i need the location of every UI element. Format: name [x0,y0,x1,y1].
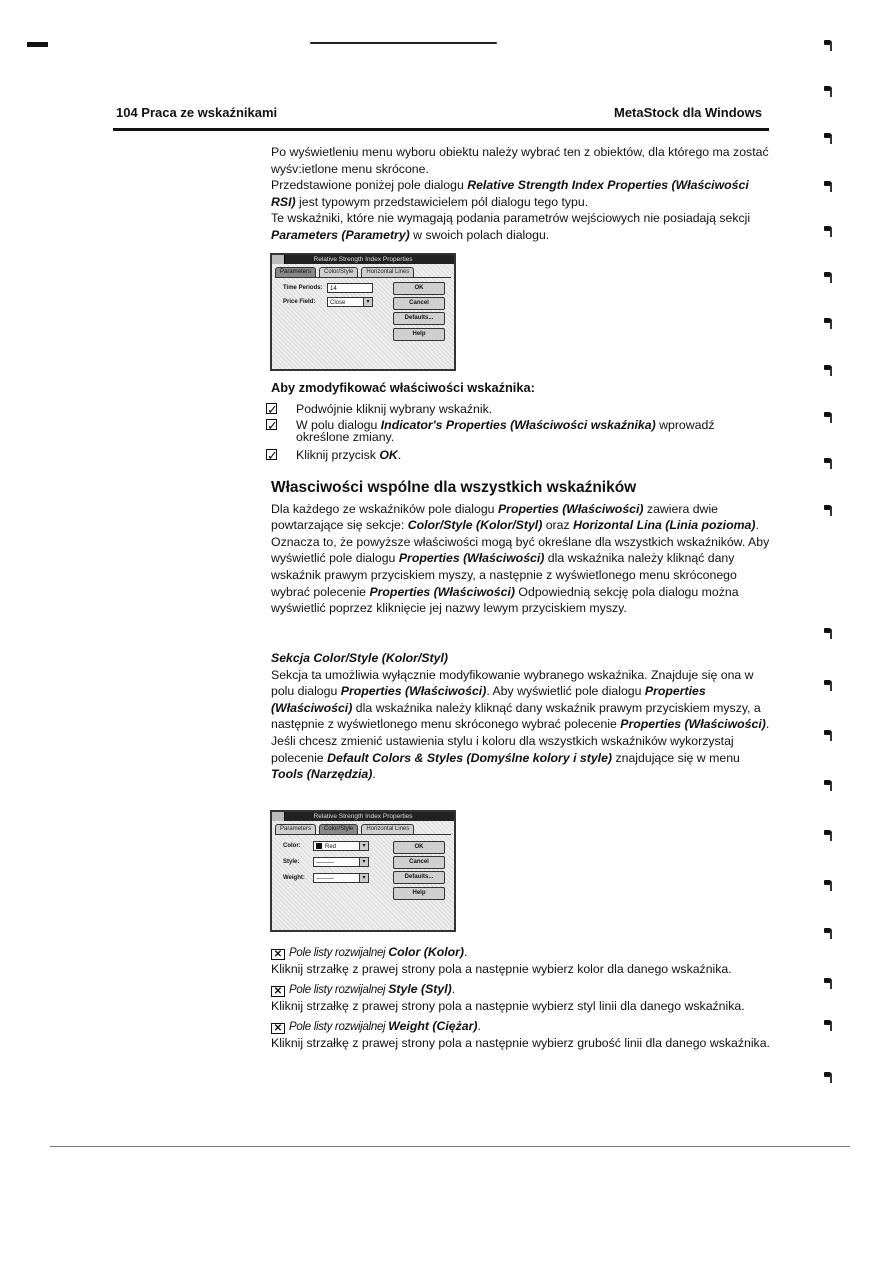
emphasis: Properties (Właściwości) [620,717,766,732]
step-text: . [397,447,402,462]
binding-mark [824,40,832,45]
style-select[interactable] [313,857,369,867]
binding-mark [824,365,832,370]
emphasis: OK [379,447,398,462]
section-title: Własciwości wspólne dla wszystkich wskaźników [271,479,637,496]
text: . [372,767,376,782]
item-title: Pole listy rozwijalnej [289,984,389,996]
emphasis: Properties (Właściwości) [271,684,706,715]
emphasis: Properties (Właściwości) [340,684,487,699]
text: Te wskaźniki, które nie wymagają podania parametrów wejściowych nie posiadają sekcji [271,211,751,226]
checkbox-checked-icon: ✓ [267,447,278,463]
binding-mark [824,272,832,277]
tab-horizontal-lines[interactable]: Horizontal Lines [361,267,414,277]
color-label: Color: [283,843,301,849]
color-select[interactable] [313,841,369,851]
dropdown-arrow-icon[interactable]: ▾ [359,874,368,882]
text: Odpowiednią sekcję pola dialogu można wyświetlić poprzez kliknięcie jej nazwy lewym przyciskiem myszy. [271,584,739,616]
binding-mark [824,133,832,138]
text: Jeśli chcesz zmienić ustawienia stylu i koloru dla wszystkich wskaźników wykorzystaj polecenie [271,733,734,765]
checkbox-checked-icon: ✓ [267,401,278,417]
dropdown-arrow-icon[interactable]: ▾ [359,842,368,850]
tab-color-style[interactable]: Color/Style [319,824,358,834]
dialog-body [275,277,451,362]
text: dla wskaźnika należy kliknąć dany wskaźnik prawym przyciskiem myszy, a następnie z wyświetlonego menu skróconego wybrać polecenie [271,700,761,732]
rsi-properties-dialog-color-style [270,810,456,932]
binding-mark [824,1072,832,1077]
dialog-title: Relative Strength Index Properties [313,813,413,820]
weight-value: ——— [316,876,334,882]
subsection-title: Sekcja Color/Style (Kolor/Styl) [271,651,448,665]
item-description: Kliknij strzałkę z prawej strony pola a następnie wybierz kolor dla danego wskaźnika. [271,962,732,976]
dialog-tabs [272,821,454,834]
emphasis: Horizontal Lina (Linia pozioma) [573,518,756,533]
description-item: ✕ Pole listy rozwijalnej Style (Styl). Kliknij strzałkę z prawej strony pola a następnie wybierz styl linii dla danego wskaźnika. [271,981,791,1014]
binding-mark [824,458,832,463]
emphasis: Properties (Właściwości) [497,501,644,516]
text: w swoich polach dialogu. [409,227,550,242]
item-title: Pole listy rozwijalnej [289,1021,389,1033]
help-button[interactable]: Help [393,328,445,341]
style-label: Style: [283,859,300,865]
procedure-step [266,419,771,443]
weight-label: Weight: [283,875,305,881]
ok-button[interactable]: OK [393,282,445,295]
item-title-bold: Weight (Ciężar) [388,1019,478,1033]
scan-corner-mark [27,42,48,47]
cancel-button[interactable]: Cancel [393,856,445,869]
x-box-icon: ✕ [271,949,285,960]
text: oraz [542,518,574,533]
cancel-button[interactable]: Cancel [393,297,445,310]
tab-parameters[interactable]: Parameters [275,267,316,277]
help-button[interactable]: Help [393,887,445,900]
tab-color-style[interactable]: Color/Style [319,267,358,277]
procedure-steps [266,403,771,461]
dropdown-arrow-icon[interactable]: ▾ [363,298,372,306]
time-periods-input[interactable]: 14 [327,283,373,293]
text: znajdujące się w menu [612,750,740,765]
binding-mark [824,730,832,735]
x-box-icon: ✕ [271,1023,285,1034]
common-properties-section [271,480,771,617]
price-field-label: Price Field: [283,299,316,305]
tab-parameters[interactable]: Parameters [275,824,316,834]
defaults-button[interactable]: Defaults... [393,312,445,325]
page-header-right: MetaStock dla Windows [614,105,762,120]
tab-horizontal-lines[interactable]: Horizontal Lines [361,824,414,834]
binding-mark [824,412,832,417]
system-menu-icon[interactable] [272,255,285,264]
color-value: Red [325,844,337,850]
text: jest typowym przedstawicielem pól dialogu tego typu. [295,194,589,209]
item-title-bold: Color (Kolor) [388,945,465,959]
bottom-rule [50,1146,850,1147]
binding-mark [824,505,832,510]
text: . [765,717,770,732]
intro-text [271,144,771,244]
procedure-title: Aby zmodyfikować właściwości wskaźnika: [271,380,535,395]
x-box-icon: ✕ [271,986,285,997]
procedure [267,380,771,465]
checkbox-checked-icon: ✓ [267,417,278,433]
weight-select[interactable] [313,873,369,883]
step-text: W polu dialogu [296,417,381,432]
color-swatch [316,843,322,849]
emphasis: Color/Style (Kolor/Styl) [407,518,543,533]
intro-paragraph-2 [271,177,771,210]
text: . Aby wyświetlić pole dialogu [486,684,645,699]
binding-mark [824,181,832,186]
binding-mark [824,680,832,685]
dialog-title-bar [272,255,454,264]
style-value: ——— [316,860,334,866]
binding-mark [824,830,832,835]
emphasis: Relative Strength Index Properties (Właściwości RSI) [271,178,749,209]
emphasis: Indicator's Properties (Właściwości wskaźnika) [380,417,656,432]
dialog-body [275,834,451,923]
binding-mark [824,86,832,91]
system-menu-icon[interactable] [272,812,285,821]
text: Sekcja ta umożliwia wyłącznie modyfikowanie wybranego wskaźnika. Znajduje się ona w polu dialogu [271,667,754,699]
color-style-subsection [271,650,771,783]
text: Przedstawione poniżej pole dialogu [271,178,468,193]
defaults-button[interactable]: Defaults... [393,871,445,884]
dialog-title: Relative Strength Index Properties [313,256,413,263]
binding-mark [824,628,832,633]
item-title-bold: Style (Styl) [388,982,452,996]
description-item: ✕ Pole listy rozwijalnej Weight (Ciężar). Kliknij strzałkę z prawej strony pola a następnie wybierz grubość linii dla danego wskaźnika. [271,1018,791,1051]
intro-paragraph-1: Po wyświetleniu menu wyboru obiektu należy wybrać ten z obiektów, dla którego ma zostać wyśv:ietlone menu skrócone. [271,145,769,176]
text: . Oznacza to, że powyższe właściwości mogą być określane dla wszystkich wskaźników. Aby wyświetlić pole dialogu [271,518,770,566]
text: zawiera dwie powtarzające się sekcje: [271,501,719,533]
item-title: Pole listy rozwijalnej [289,947,389,959]
text: dla wskaźnika należy kliknąć dany wskaźnik prawym przyciskiem myszy, a następnie z wyświetlonego menu skróconego wybrać polecenie [271,551,737,599]
rsi-properties-dialog-parameters [270,253,456,371]
dialog-title-bar [272,812,454,821]
subsection-paragraph-2 [271,733,771,783]
header-rule [113,128,769,131]
binding-mark [824,318,832,323]
emphasis: Default Colors & Styles (Domyślne kolory i style) [327,750,613,765]
dialog-tabs [272,264,454,277]
top-rule [310,42,497,44]
dropdown-arrow-icon[interactable]: ▾ [359,858,368,866]
item-description: Kliknij strzałkę z prawej strony pola a następnie wybierz grubość linii dla danego wskaźnika. [271,1036,770,1050]
emphasis: Properties (Właściwości) [369,584,515,599]
binding-mark [824,978,832,983]
price-field-select[interactable] [327,297,373,307]
binding-mark [824,880,832,885]
binding-mark [824,928,832,933]
dropdown-descriptions [271,944,791,1055]
emphasis: Properties (Właściwości) [398,551,545,566]
step-text: Podwójnie kliknij wybrany wskaźnik. [296,401,493,416]
price-field-value: Close [330,300,346,306]
emphasis: Parameters (Parametry) [271,227,410,242]
time-periods-label: Time Periods: [283,285,323,291]
emphasis: Tools (Narzędzia) [271,767,373,782]
binding-mark [824,780,832,785]
subsection-paragraph-1 [271,667,771,733]
binding-mark [824,1020,832,1025]
item-description: Kliknij strzałkę z prawej strony pola a następnie wybierz styl linii dla danego wskaźnika. [271,999,745,1013]
text: Dla każdego ze wskaźników pole dialogu [271,501,498,516]
intro-paragraph-3 [271,210,771,243]
step-text: wprowadź określone zmiany. [296,417,715,444]
procedure-step [266,403,771,415]
procedure-step [266,449,771,461]
section-paragraph [271,501,771,617]
ok-button[interactable]: OK [393,841,445,854]
description-item: ✕ Pole listy rozwijalnej Color (Kolor). Kliknij strzałkę z prawej strony pola a następnie wybierz kolor dla danego wskaźnika. [271,944,791,977]
binding-mark [824,226,832,231]
page-header-left: 104 Praca ze wskaźnikami [116,105,278,120]
step-text: Kliknij przycisk [296,447,380,462]
